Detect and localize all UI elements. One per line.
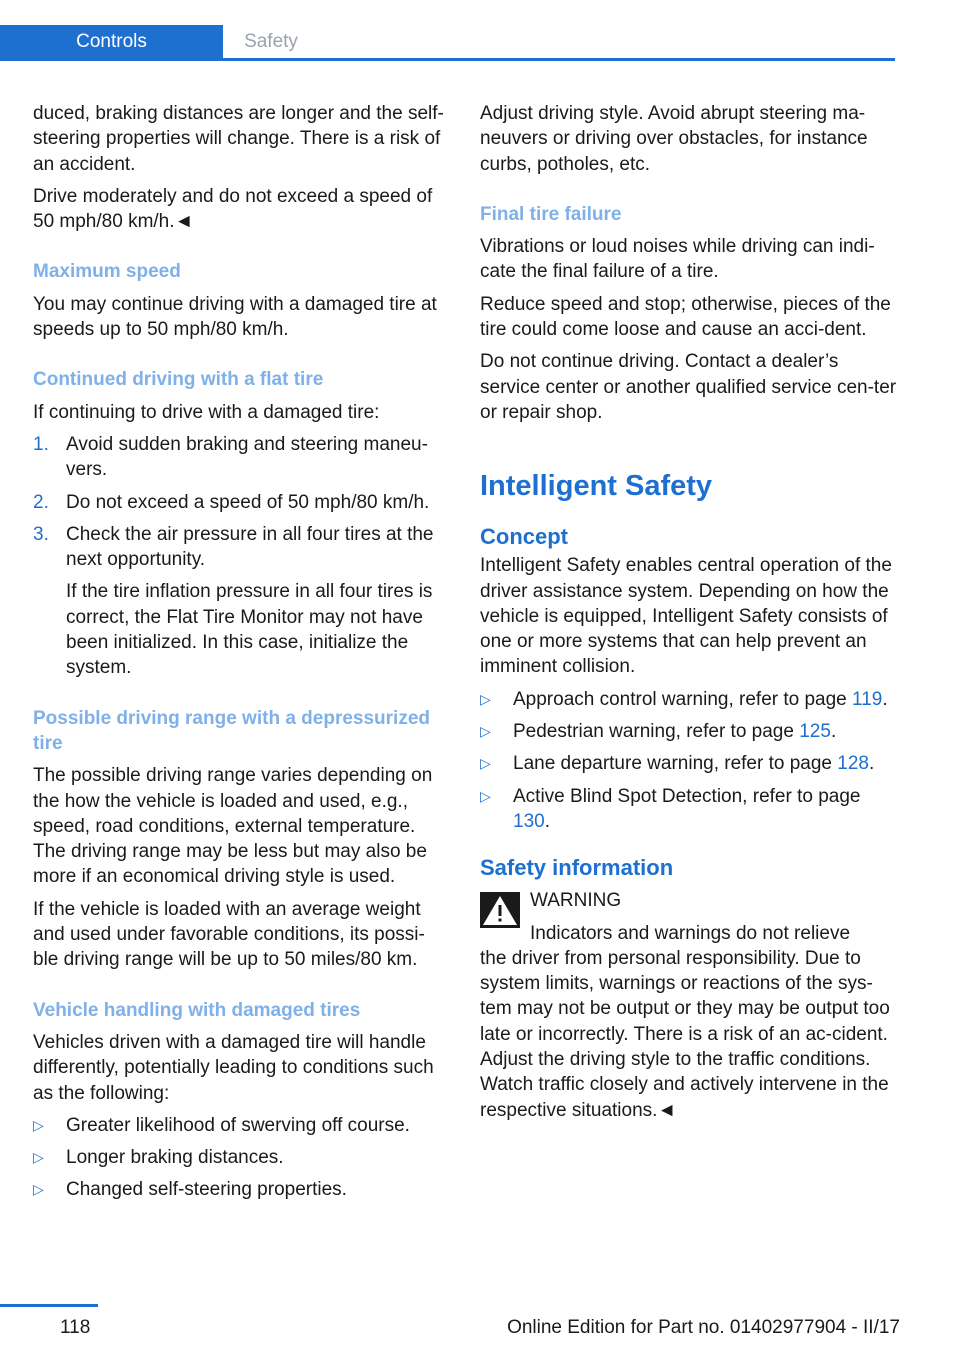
subheading-final-tire-failure: Final tire failure (480, 203, 622, 225)
list-item-text: Changed self-steering properties. (66, 1179, 347, 1201)
list-item: ▷ Active Blind Spot Detection, refer to page 130. (480, 785, 861, 832)
list-item (33, 522, 448, 681)
paragraph: If continuing to drive with a damaged tire: (33, 401, 380, 423)
warning-triangle-icon (480, 892, 520, 928)
list-item (33, 1113, 448, 1138)
edition-note: Online Edition for Part no. 01402977904 - II/17 (507, 1317, 900, 1338)
left-column (33, 101, 448, 1210)
step-number: 2. (33, 491, 49, 513)
warning-lead: Indicators and warnings do not relieve (530, 922, 851, 944)
numbered-steps (33, 432, 448, 681)
paragraph: Drive moderately and do not exceed a speed of 50 mph/80 km/h.◄ (33, 185, 433, 233)
bullet-triangle-icon: ▷ (33, 1149, 44, 1166)
step-text: Do not exceed a speed of 50 mph/80 km/h. (66, 491, 430, 513)
paragraph: The possible driving range varies depending on the how the vehicle is loaded and used, e.g., speed, road conditions, external temperature. The driving range may be less but may also be more if an economical driving style is used. (33, 765, 433, 888)
warning-block (480, 888, 900, 1123)
list-item (33, 432, 448, 483)
paragraph: Do not continue driving. Contact a dealer’s service center or another qualified service cen-ter or repair shop. (480, 351, 897, 423)
subheading-driving-range: Possible driving range with a depressurized tire (33, 707, 430, 754)
paragraph: Vibrations or loud noises while driving can indi-cate the final failure of a tire. (480, 236, 875, 283)
warning-title: WARNING (530, 890, 622, 912)
bullet-triangle-icon: ▷ (480, 723, 491, 740)
list-item-text: Approach control warning, refer to page (513, 688, 853, 710)
list-item: ▷ Approach control warning, refer to page 119. (480, 687, 900, 712)
list-item: ▷ Pedestrian warning, refer to page 125. (480, 719, 900, 744)
list-item: ▷ Lane departure warning, refer to page 128. (480, 751, 900, 776)
step-text: Check the air pressure in all four tires at the next opportunity. (66, 523, 434, 571)
footer-rule (0, 1304, 98, 1307)
bullet-triangle-icon: ▷ (480, 690, 491, 707)
subheading-vehicle-handling: Vehicle handling with damaged tires (33, 999, 361, 1021)
section-title: Intelligent Safety (480, 470, 713, 503)
tab-controls[interactable]: Controls (0, 25, 223, 58)
paragraph: Vehicles driven with a damaged tire will handle differently, potentially leading to conditions such as the following: (33, 1031, 434, 1104)
step-text: Avoid sudden braking and steering maneu-vers. (66, 433, 428, 481)
heading-safety-information: Safety information (480, 855, 674, 881)
tab-safety[interactable]: Safety (244, 31, 298, 52)
paragraph: Adjust driving style. Avoid abrupt steering ma-neuvers or driving over obstacles, for instance curbs, potholes, etc. (480, 103, 868, 175)
bullet-triangle-icon: ▷ (33, 1181, 44, 1198)
list-item (33, 490, 448, 515)
step-number: 1. (33, 433, 49, 455)
list-item-text: Longer braking distances. (66, 1147, 284, 1169)
bullet-triangle-icon: ▷ (480, 755, 491, 772)
right-column (480, 101, 900, 1123)
page-link[interactable]: 125 (799, 721, 831, 743)
header-tab-bar (0, 25, 895, 61)
list-item-text: Pedestrian warning, refer to page (513, 721, 800, 743)
list-item (33, 1145, 448, 1170)
bullet-triangle-icon: ▷ (33, 1116, 44, 1133)
list-item-text: Greater likelihood of swerving off course. (66, 1114, 410, 1136)
paragraph: Intelligent Safety enables central operation of the driver assistance system. Depending on how the vehicle is equipped, Intelligent Safety consists of one or more systems that can help prevent an imminent collision. (480, 555, 892, 678)
page-number: 118 (60, 1317, 91, 1338)
warning-text: the driver from personal responsibility. Due to system limits, warnings or reactions of the sys-tem may not be output or they may be output too late or incorrectly. There is a risk of an ac-cident. Adjust the driving style to the traffic conditions. Watch traffic closely and actively intervene in the respective situations.◄ (480, 947, 890, 1121)
heading-concept: Concept (480, 524, 568, 550)
paragraph: Reduce speed and stop; otherwise, pieces of the tire could come loose and cause an acci-dent. (480, 293, 891, 341)
subheading-maximum-speed: Maximum speed (33, 261, 181, 283)
page-link[interactable]: 119 (852, 688, 883, 710)
paragraph: duced, braking distances are longer and the self-steering properties will change. There is a risk of an accident. (33, 103, 444, 175)
paragraph: You may continue driving with a damaged tire at speeds up to 50 mph/80 km/h. (33, 293, 437, 341)
feature-list (480, 687, 900, 834)
page-link[interactable]: 128 (837, 753, 869, 775)
paragraph: If the vehicle is loaded with an average weight and used under favorable conditions, its possi-ble driving range will be up to 50 miles/80 km. (33, 898, 425, 971)
list-item-text: Active Blind Spot Detection, refer to page (513, 785, 861, 807)
list-item (33, 1177, 448, 1202)
step-note: If the tire inflation pressure in all four tires is correct, the Flat Tire Monitor may not have been initialized. In this case, initialize the system. (66, 581, 433, 679)
subheading-flat-tire: Continued driving with a flat tire (33, 369, 324, 391)
bullet-triangle-icon: ▷ (480, 787, 491, 804)
bullet-list (33, 1113, 448, 1203)
list-item-text: Lane departure warning, refer to page (513, 753, 838, 775)
page-link[interactable]: 130 (513, 810, 545, 832)
step-number: 3. (33, 523, 49, 545)
